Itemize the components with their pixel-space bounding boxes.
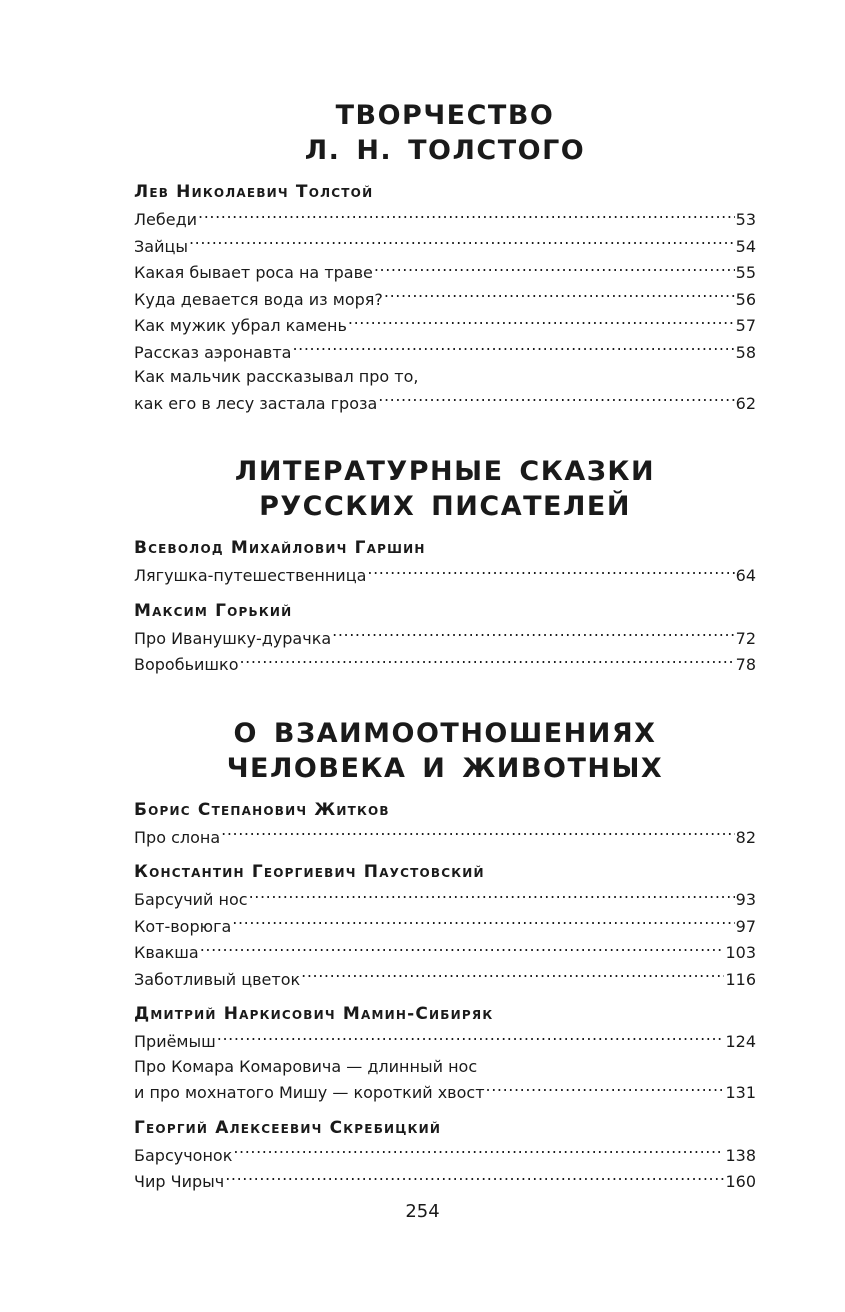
section-title-line: ЛИТЕРАТУРНЫЕ СКАЗКИ [234,456,656,487]
toc-entry-line [134,390,756,417]
table-of-contents [134,98,756,1195]
entry-title: Барсучий нос [134,890,248,909]
toc-section [134,716,756,1195]
entry-page-number: 116 [725,969,756,989]
entry-title: Про слона [134,827,221,847]
entry-page-number: 82 [735,827,756,847]
entry-title: Квакша [134,943,199,962]
section-title [134,454,756,524]
dot-leader [348,312,735,331]
entry-title: Воробьишко [134,655,239,674]
toc-entry [134,651,756,678]
entry-page-number: 58 [735,342,756,362]
entry-page-number: 131 [725,1083,756,1102]
toc-entry [134,339,756,366]
toc-entry-line [134,886,756,913]
entry-title: Чир Чирыч [134,1172,225,1191]
dot-leader [367,562,734,581]
toc-entry [134,365,756,416]
entry-title: Как мужик убрал камень [134,316,347,335]
entry-page-number: 56 [735,289,756,309]
dot-leader [217,1028,725,1047]
toc-entry [134,286,756,313]
dot-leader [486,1079,725,1098]
entry-page-number: 160 [725,1172,756,1191]
toc-entry [134,939,756,966]
toc-entry [134,913,756,940]
section-title-block [134,454,756,524]
dot-leader [198,206,735,225]
toc-entry-line [134,651,756,678]
entry-title: Лебеди [134,210,198,229]
entry-page-number: 138 [725,1145,756,1165]
entry-page-number: 54 [735,236,756,256]
toc-entry-line [134,1142,756,1169]
toc-entry-line [134,966,756,993]
entry-page-number: 64 [735,566,756,585]
section-title-line: Л. Н. ТОЛСТОГО [304,135,586,166]
toc-entry-line [134,233,756,260]
dot-leader [233,1142,724,1161]
author-block [134,1002,756,1106]
toc-entry-line [134,913,756,940]
toc-entry-line [134,562,756,589]
toc-entry-line [134,625,756,652]
toc-entry-line [134,339,756,366]
entry-title: Рассказ аэронавта [134,342,292,362]
toc-entry [134,562,756,589]
section-title-line: О ВЗАИМООТНОШЕНИЯХ [233,717,657,749]
section-title-block [134,98,756,168]
dot-leader [332,625,734,644]
dot-leader [232,913,734,932]
entry-page-number: 78 [735,655,756,674]
toc-entry-line [134,206,756,233]
entry-title-first-line: Про Комара Комаровича — длинный нос [134,1056,478,1076]
dot-leader [249,886,735,905]
entry-title: Какая бывает роса на траве [134,263,373,282]
section-title [134,716,756,786]
toc-entry-line [134,1079,756,1106]
author-block [134,536,756,589]
author-name: Георгий Алексеевич Скребицкий [134,1117,442,1138]
entry-title: Заботливый цветок [134,969,301,989]
toc-entry-line [134,1028,756,1055]
dot-leader [200,939,725,958]
author-name: Максим Горький [134,600,293,621]
entry-page-number: 103 [725,943,756,962]
dot-leader [384,286,735,305]
toc-entry [134,1055,756,1106]
author-name: Борис Степанович Житков [134,799,390,820]
toc-entry [134,233,756,260]
toc-entry [134,886,756,913]
entry-title: Барсучонок [134,1145,233,1165]
author-name: Дмитрий Наркисович Мамин-Сибиряк [134,1004,494,1024]
entry-title: и про мохнатого Мишу — короткий хвост [134,1083,485,1102]
toc-entry [134,1028,756,1055]
entry-title: Кот-ворюга [134,916,232,936]
page-number: 254 [405,1201,440,1222]
toc-entry [134,312,756,339]
toc-entry [134,1142,756,1169]
author-name: Лев Николаевич Толстой [134,182,374,202]
entry-title: Приёмыш [134,1032,216,1051]
author-block [134,180,756,416]
entry-page-number: 93 [735,890,756,909]
section-title-line: ЧЕЛОВЕКА И ЖИВОТНЫХ [226,752,664,784]
entry-page-number: 62 [735,393,756,413]
entry-title: Зайцы [134,236,188,256]
dot-leader [301,966,724,985]
entry-title: как его в лесу застала гроза [134,393,378,413]
toc-entry [134,824,756,851]
toc-section [134,98,756,416]
entry-page-number: 55 [735,263,756,282]
section-title [134,98,756,168]
author-name: Всеволод Михайлович Гаршин [134,538,426,558]
toc-entry-line [134,824,756,851]
entry-title: Куда девается вода из моря? [134,289,383,309]
entry-page-number: 124 [725,1032,756,1051]
toc-entry [134,1168,756,1195]
entry-page-number: 72 [735,628,756,648]
dot-leader [221,824,735,843]
toc-entry-line [134,286,756,313]
author-block [134,860,756,992]
dot-leader [240,651,735,670]
section-title-line: ТВОРЧЕСТВО [335,100,555,131]
toc-entry-line [134,312,756,339]
entry-title: Лягушка-путешественница [134,566,367,585]
entry-page-number: 57 [735,316,756,335]
author-name: Константин Георгиевич Паустовский [134,862,485,882]
author-block [134,599,756,678]
toc-entry [134,625,756,652]
toc-entry [134,966,756,993]
toc-entry-line [134,1168,756,1195]
dot-leader [378,390,734,409]
section-title-block [134,716,756,786]
dot-leader [374,259,735,278]
author-block [134,798,756,851]
toc-entry [134,206,756,233]
section-title-line: РУССКИХ ПИСАТЕЛЕЙ [259,491,631,522]
toc-entry [134,259,756,286]
toc-section [134,454,756,678]
toc-entry-line [134,939,756,966]
dot-leader [292,339,734,358]
entry-title-first-line: Как мальчик рассказывал про то, [134,367,419,386]
toc-entry-line [134,259,756,286]
dot-leader [189,233,735,252]
dot-leader [225,1168,724,1187]
entry-page-number: 97 [735,916,756,936]
author-block [134,1116,756,1195]
entry-title: Про Иванушку-дурачка [134,628,332,648]
entry-page-number: 53 [735,210,756,229]
